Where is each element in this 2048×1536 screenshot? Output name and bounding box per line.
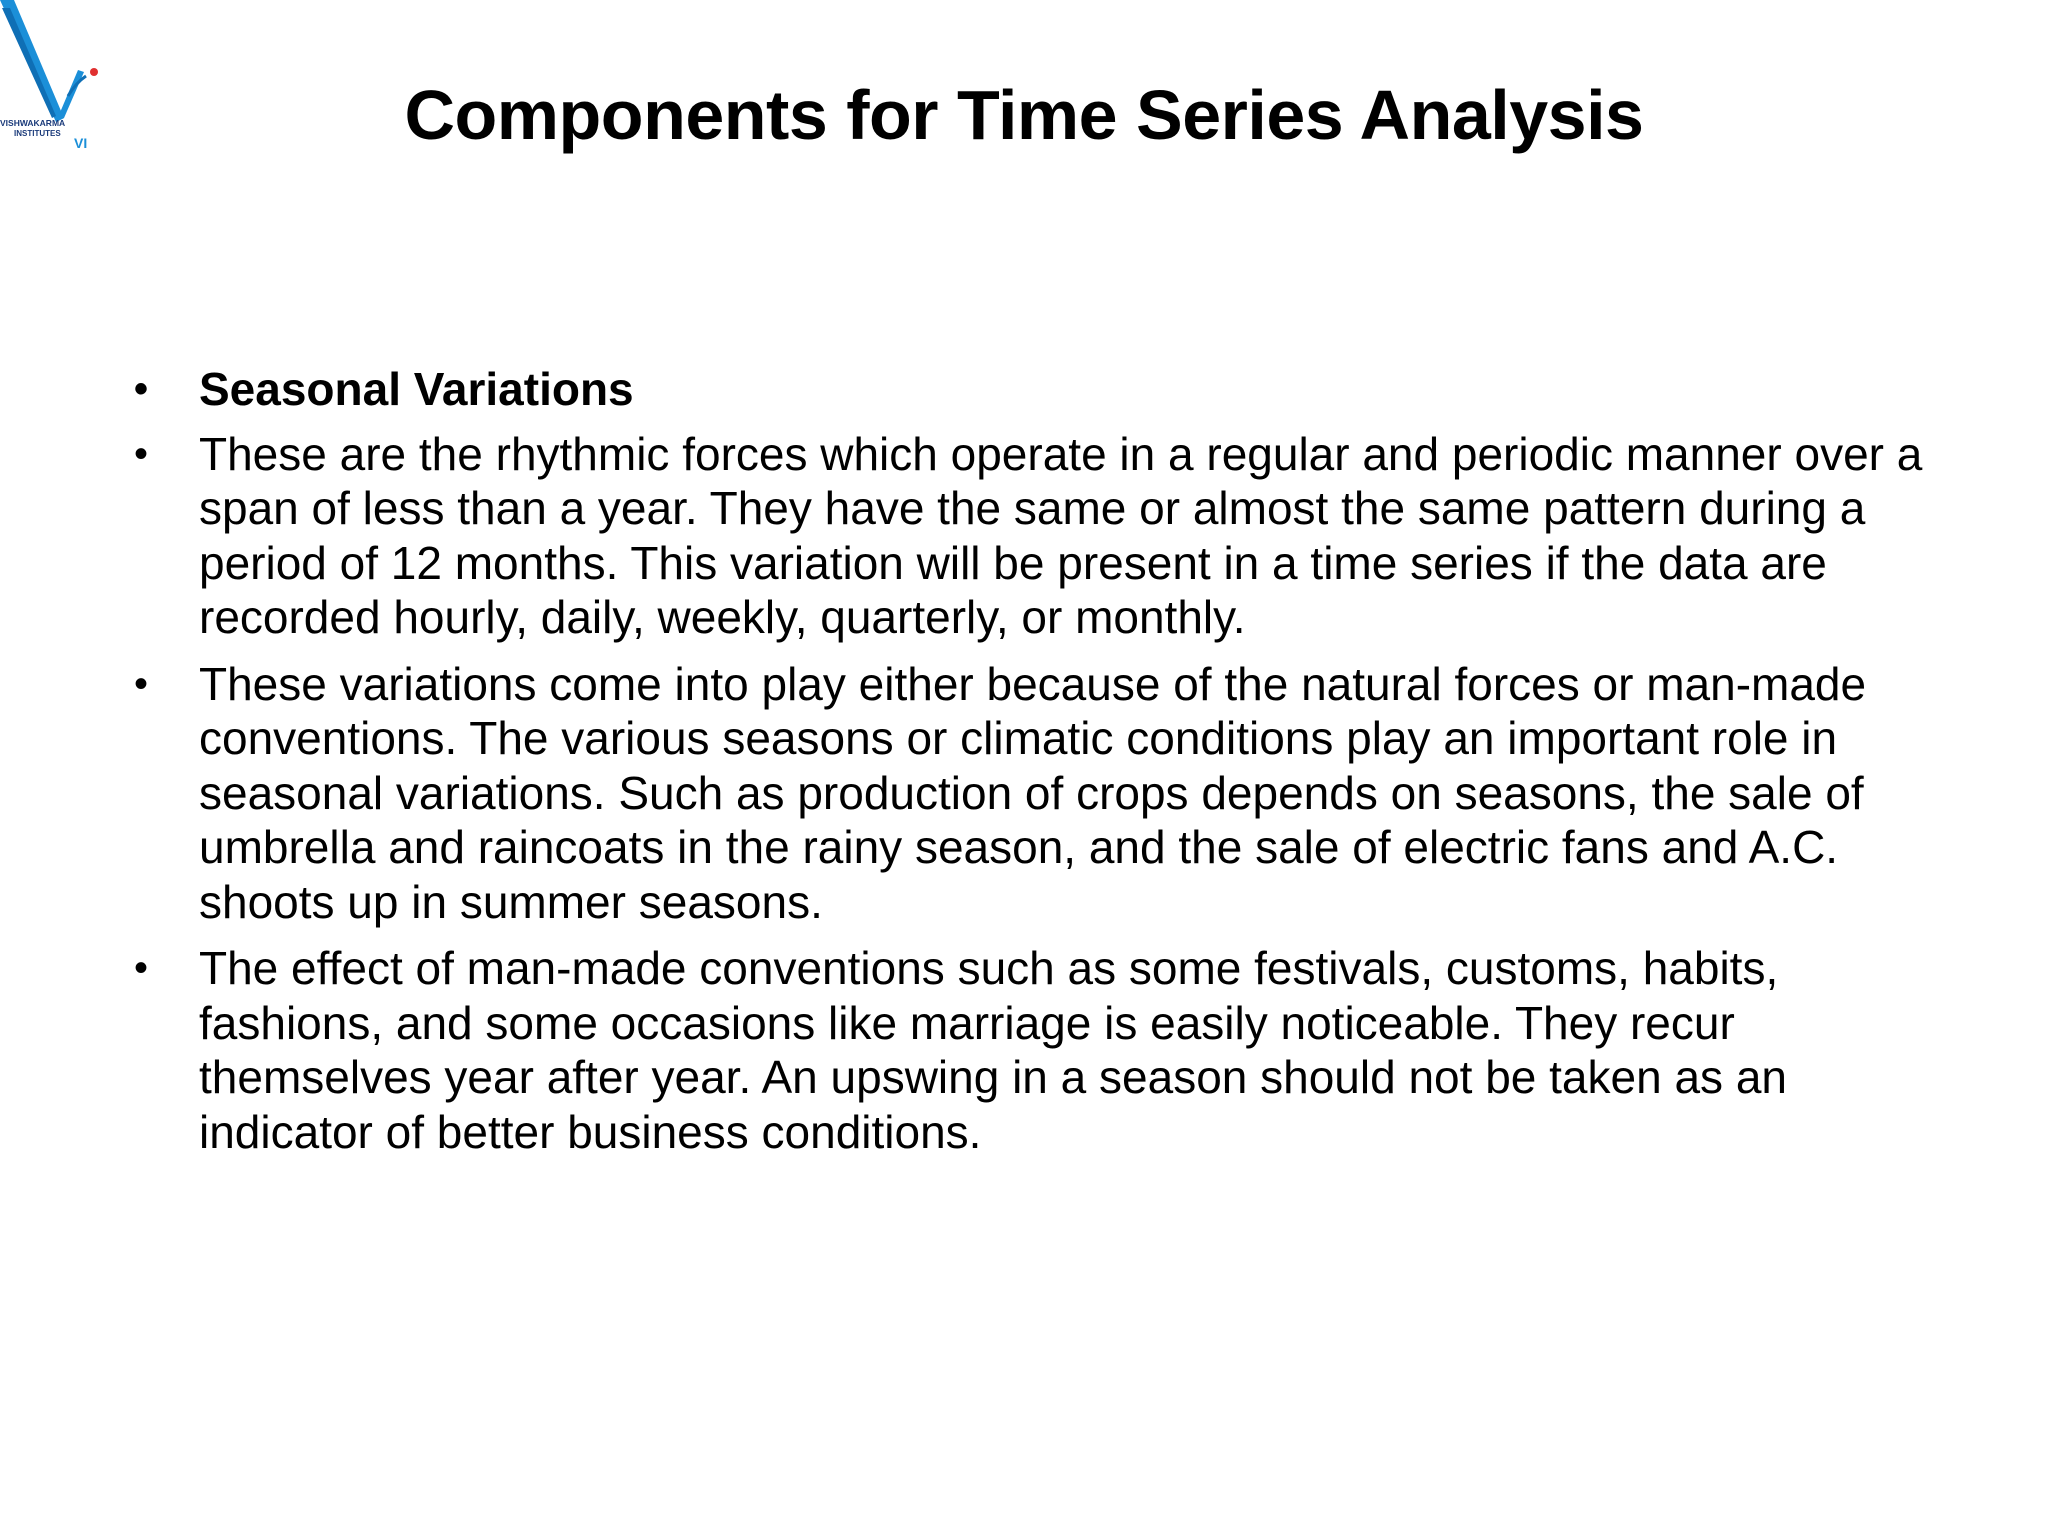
bullet-icon: • [133,946,148,990]
logo-text-bottom: INSTITUTES [14,129,61,138]
bullet-item [126,657,1926,930]
slide-title: Components for Time Series Analysis [404,76,1644,154]
bullet-icon: • [133,431,148,476]
slide-content [126,362,1926,1171]
bullet-item-heading [126,362,1926,417]
bullet-icon: • [133,367,148,411]
bullet-text: These are the rhythmic forces which operate in a regular and periodic manner over a span of less than a year. They have the same or almost the same pattern during a period of 12 months. This variation will be present in a time series if the data are recorded hourly, daily, weekly, quarterly, or monthly. [199,427,1923,643]
bullet-icon: • [133,661,148,706]
bullet-item [126,427,1926,645]
logo-initials: VI [74,135,88,151]
bullet-text: Seasonal Variations [199,363,634,415]
bullet-text: The effect of man-made conventions such as some festivals, customs, habits, fashions, and some occasions like marriage is easily noticeable. They recur themselves year after year. An upswing in a season should not be taken as an indicator of better business conditions. [199,942,1787,1158]
bullet-text: These variations come into play either because of the natural forces or man-made conventions. The various seasons or climatic conditions play an important role in seasonal variations. Such as production of crops depends on seasons, the sale of umbrella and raincoats in the rainy season, and the sale of electric fans and A.C. shoots up in summer seasons. [199,657,1867,928]
bullet-item [126,941,1926,1159]
logo-text-top: VISHWAKARMA [0,118,66,128]
bullet-list [126,362,1926,1159]
